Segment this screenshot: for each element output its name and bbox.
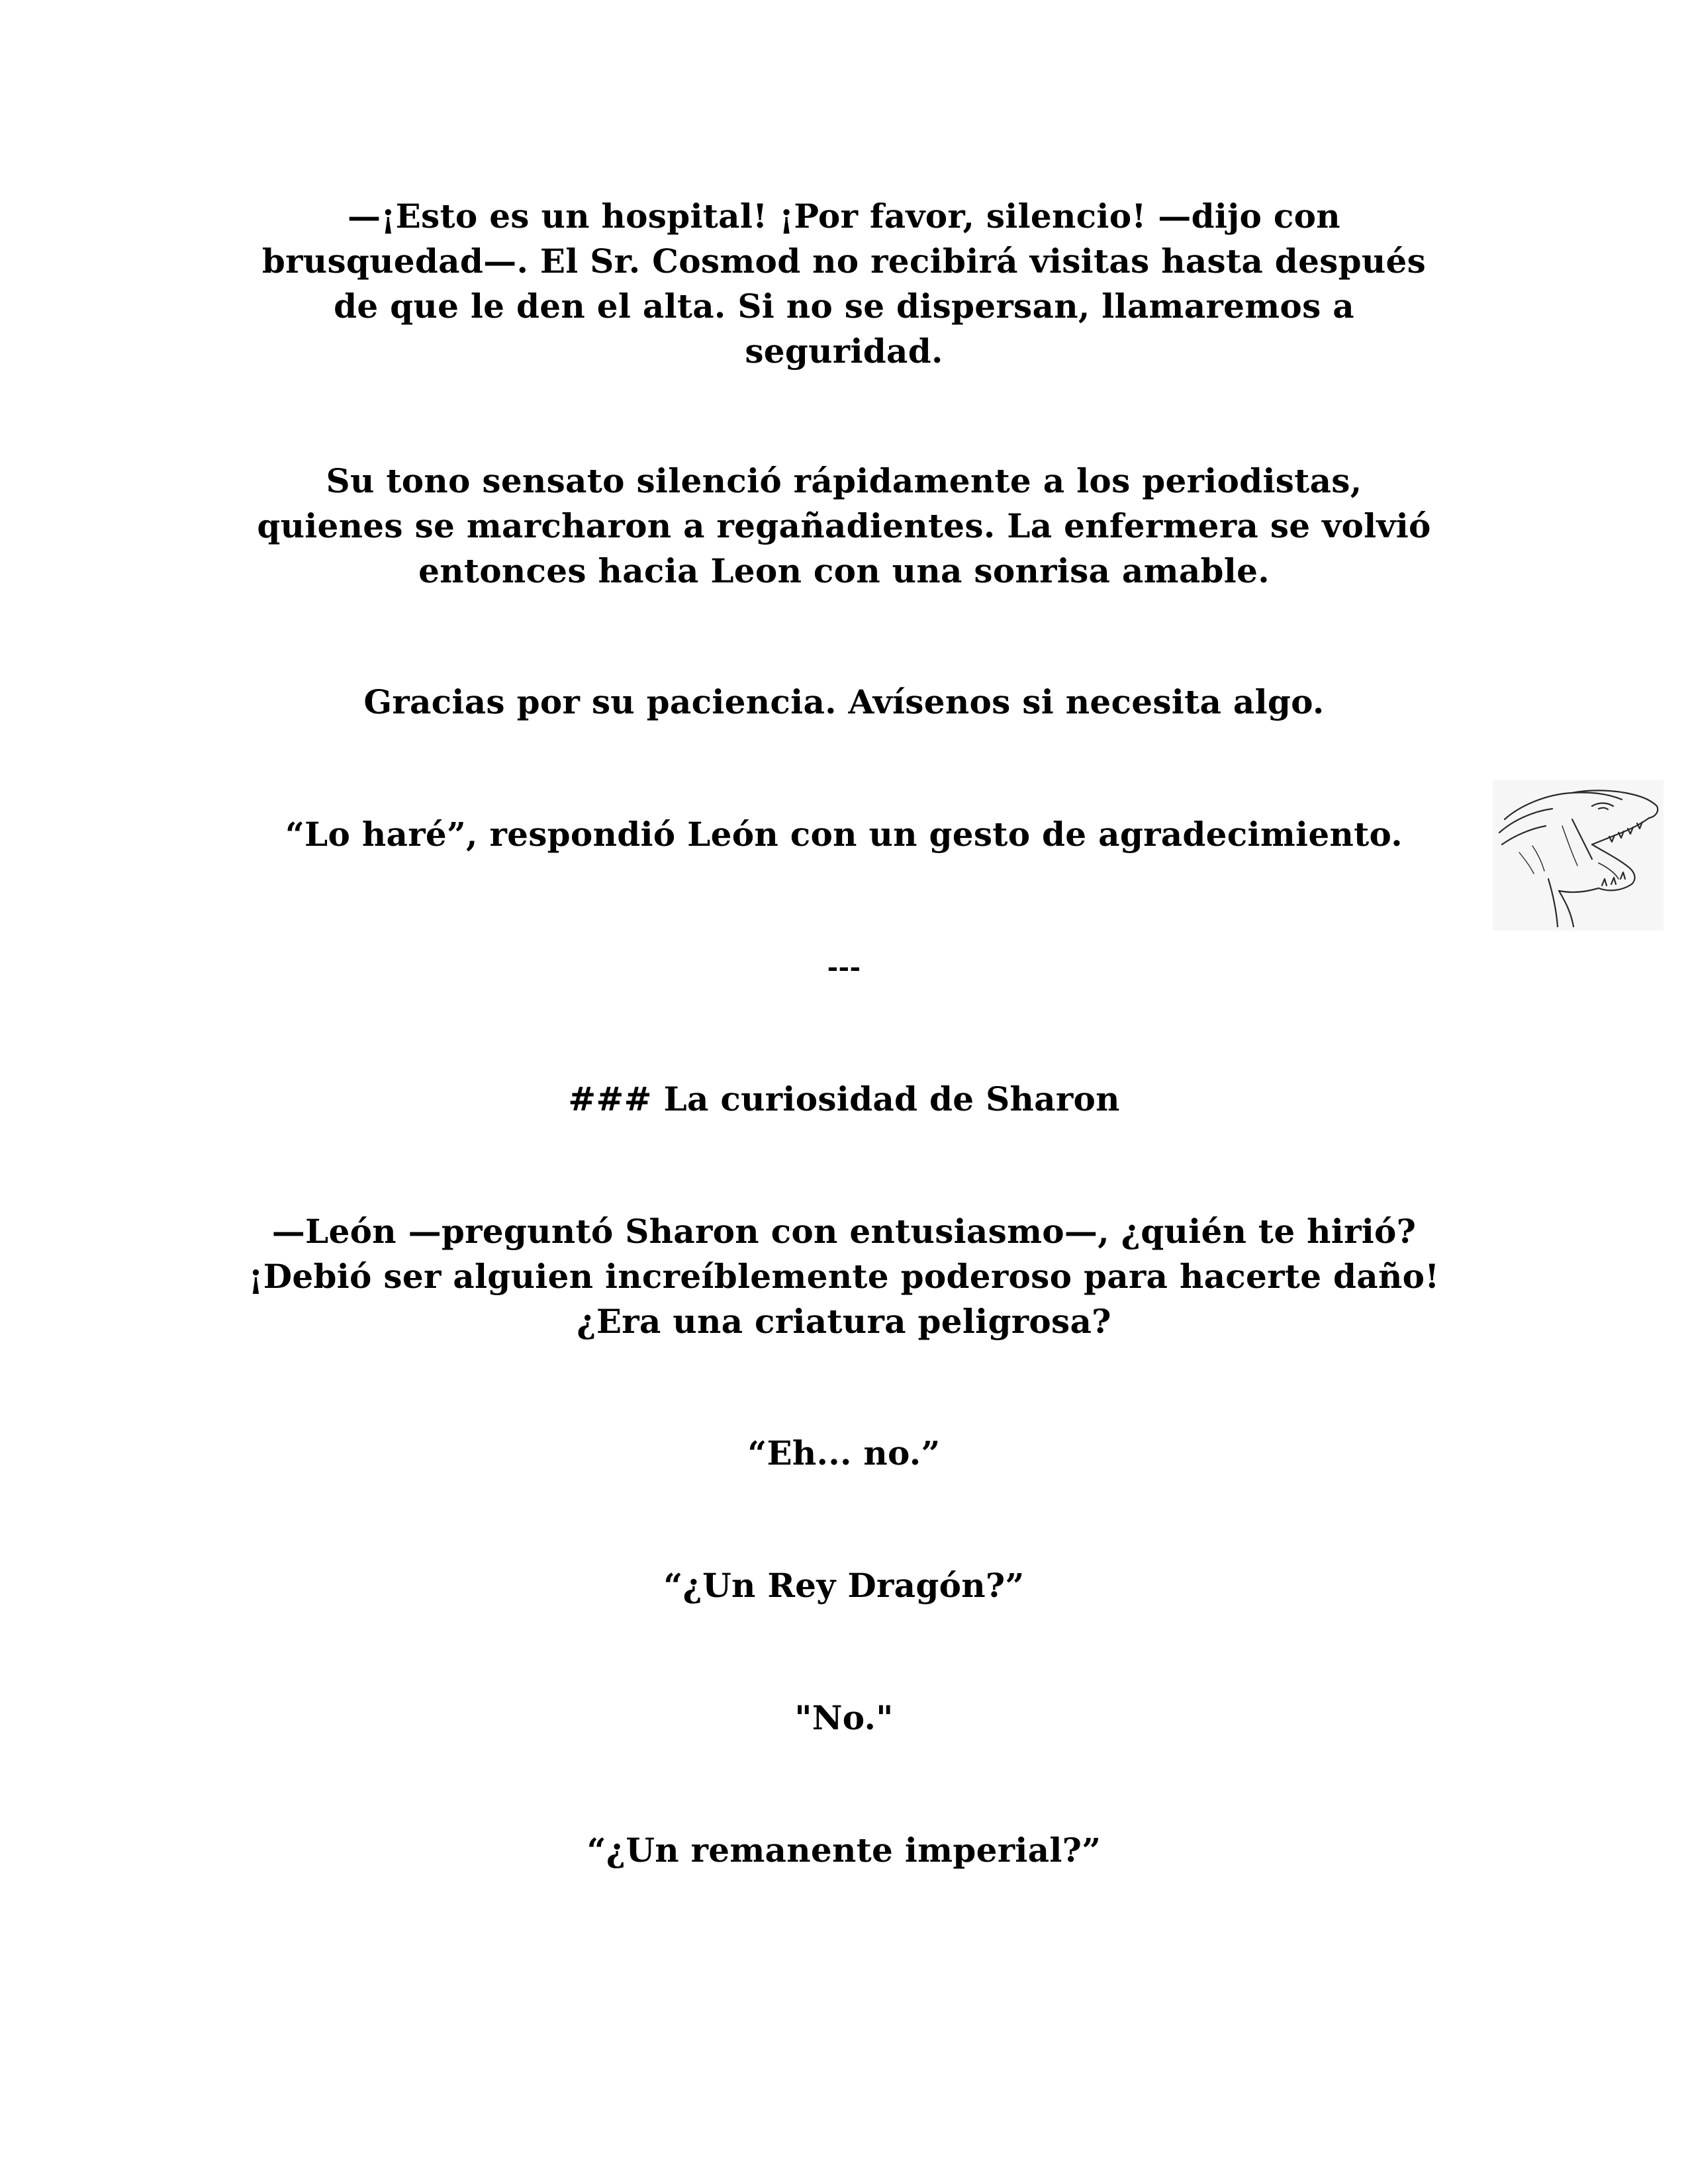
text-line: “¿Un Rey Dragón?” [663,1566,1025,1605]
dinosaur-head-sketch-icon [1493,780,1664,931]
text-line: brusquedad—. El Sr. Cosmod no recibirá visitas hasta después [261,242,1427,281]
text-line: entonces hacia Leon con una sonrisa amable. [418,551,1270,590]
text-line: ### La curiosidad de Sharon [568,1079,1120,1118]
text-line: Gracias por su paciencia. Avísenos si necesita algo. [363,682,1325,721]
text-line: —León —preguntó Sharon con entusiasmo—, ¿quién te hirió? [271,1212,1417,1251]
text-line: ¿Era una criatura peligrosa? [577,1302,1111,1341]
text-line: “¿Un remanente imperial?” [586,1831,1102,1870]
text-line: “Lo haré”, respondió León con un gesto de agradecimiento. [285,815,1403,854]
text-line: "No." [794,1698,894,1737]
text-line: “Eh... no.” [747,1433,941,1473]
paragraph-dialogue [199,1696,1489,1741]
text-line: —¡Esto es un hospital! ¡Por favor, silencio! —dijo con [348,197,1340,236]
text-line: --- [827,952,861,983]
paragraph-dialogue [199,1431,1489,1476]
text-line: Su tono sensato silenció rápidamente a los periodistas, [326,461,1362,500]
section-heading [199,1077,1489,1122]
paragraph-dialogue [199,1563,1489,1608]
paragraph-nurse-thanks [199,680,1489,725]
text-line: quienes se marcharon a regañadientes. La enfermera se volvió [257,506,1431,545]
paragraph-nurse-warning [199,194,1489,374]
paragraph-leon-reply [199,812,1489,857]
text-line: de que le den el alta. Si no se dispersan, llamaremos a [334,287,1354,326]
text-line: ¡Debió ser alguien increíblemente poderoso para hacerte daño! [248,1257,1440,1296]
paragraph-reporters-leave [199,459,1489,594]
text-line: seguridad. [745,332,943,371]
section-separator [199,954,1489,981]
paragraph-sharon-question [199,1209,1489,1344]
paragraph-dialogue [199,1828,1489,1873]
